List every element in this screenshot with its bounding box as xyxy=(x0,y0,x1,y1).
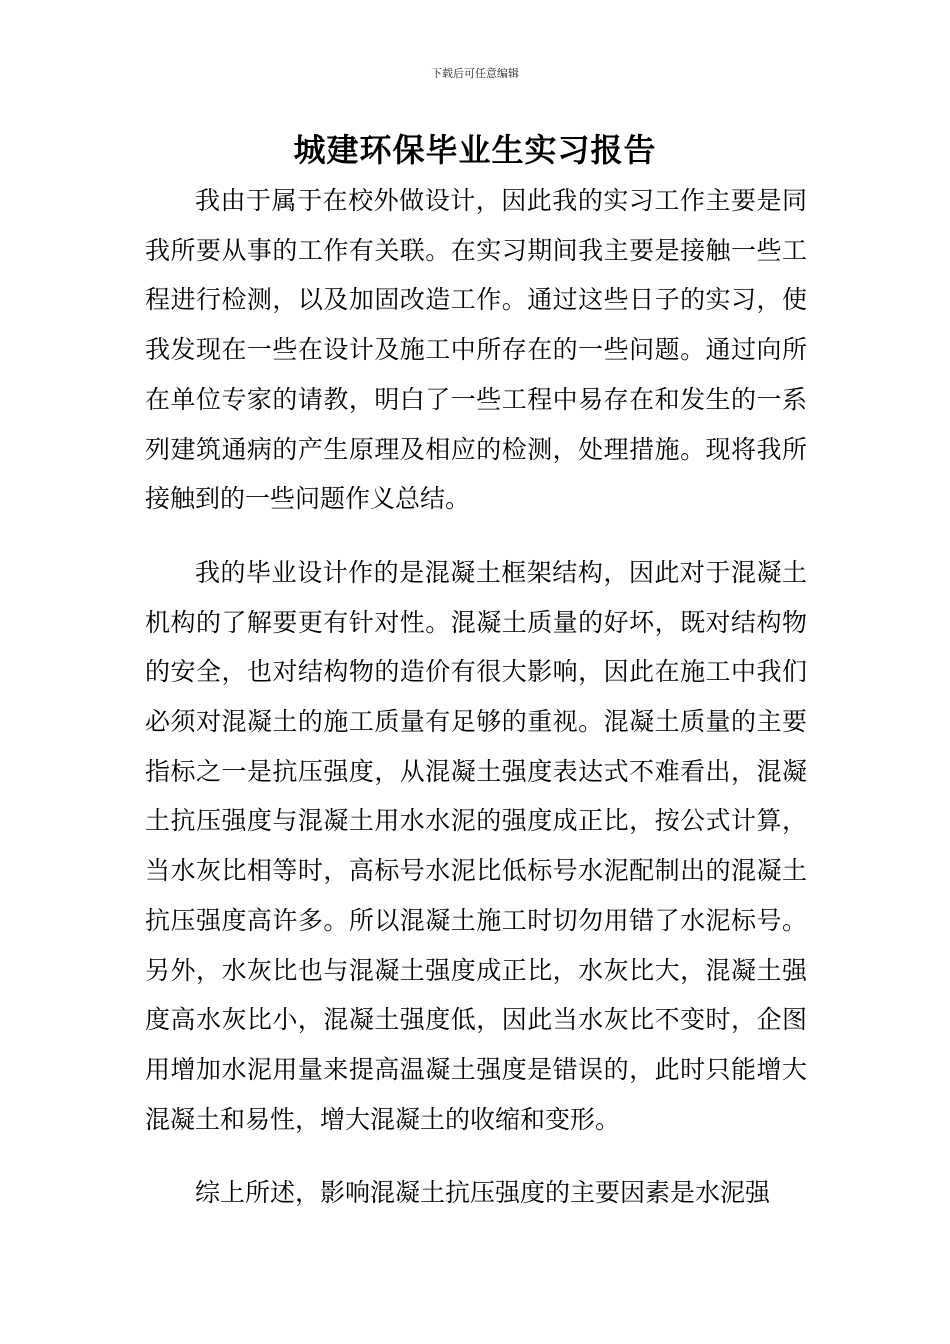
paragraph-2: 我的毕业设计作的是混凝土框架结构，因此对于混凝土机构的了解要更有针对性。混凝土质量的好坏，既对结构物的安全，也对结构物的造价有很大影响，因此在施工中我们必须对混凝土的施工质量有足够的重视。混凝土质量的主要指标之一是抗压强度，从混凝土强度表达式不难看出，混凝土抗压强度与混凝土用水水泥的强度成正比，按公式计算，当水灰比相等时，高标号水泥比低标号水泥配制出的混凝土抗压强度高许多。所以混凝土施工时切勿用错了水泥标号。另外，水灰比也与混凝土强度成正比，水灰比大，混凝土强度高水灰比小，混凝土强度低，因此当水灰比不变时，企图用增加水泥用量来提高温凝土强度是错误的，此时只能增大混凝土和易性，增大混凝土的收缩和变形。 xyxy=(145,557,807,1134)
paragraph-3: 综上所述，影响混凝土抗压强度的主要因素是水泥强 xyxy=(195,1178,771,1208)
document-body xyxy=(145,176,807,1218)
header-note: 下载后可任意编辑 xyxy=(431,67,519,80)
document-title: 城建环保毕业生实习报告 xyxy=(293,131,657,169)
paragraph-1: 我由于属于在校外做设计，因此我的实习工作主要是同我所要从事的工作有关联。在实习期间我主要是接触一些工程进行检测，以及加固改造工作。通过这些日子的实习，使我发现在一些在设计及施工中所存在的一些问题。通过向所在单位专家的请教，明白了一些工程中易存在和发生的一系列建筑通病的产生原理及相应的检测，处理措施。现将我所接触到的一些问题作义总结。 xyxy=(145,186,807,514)
